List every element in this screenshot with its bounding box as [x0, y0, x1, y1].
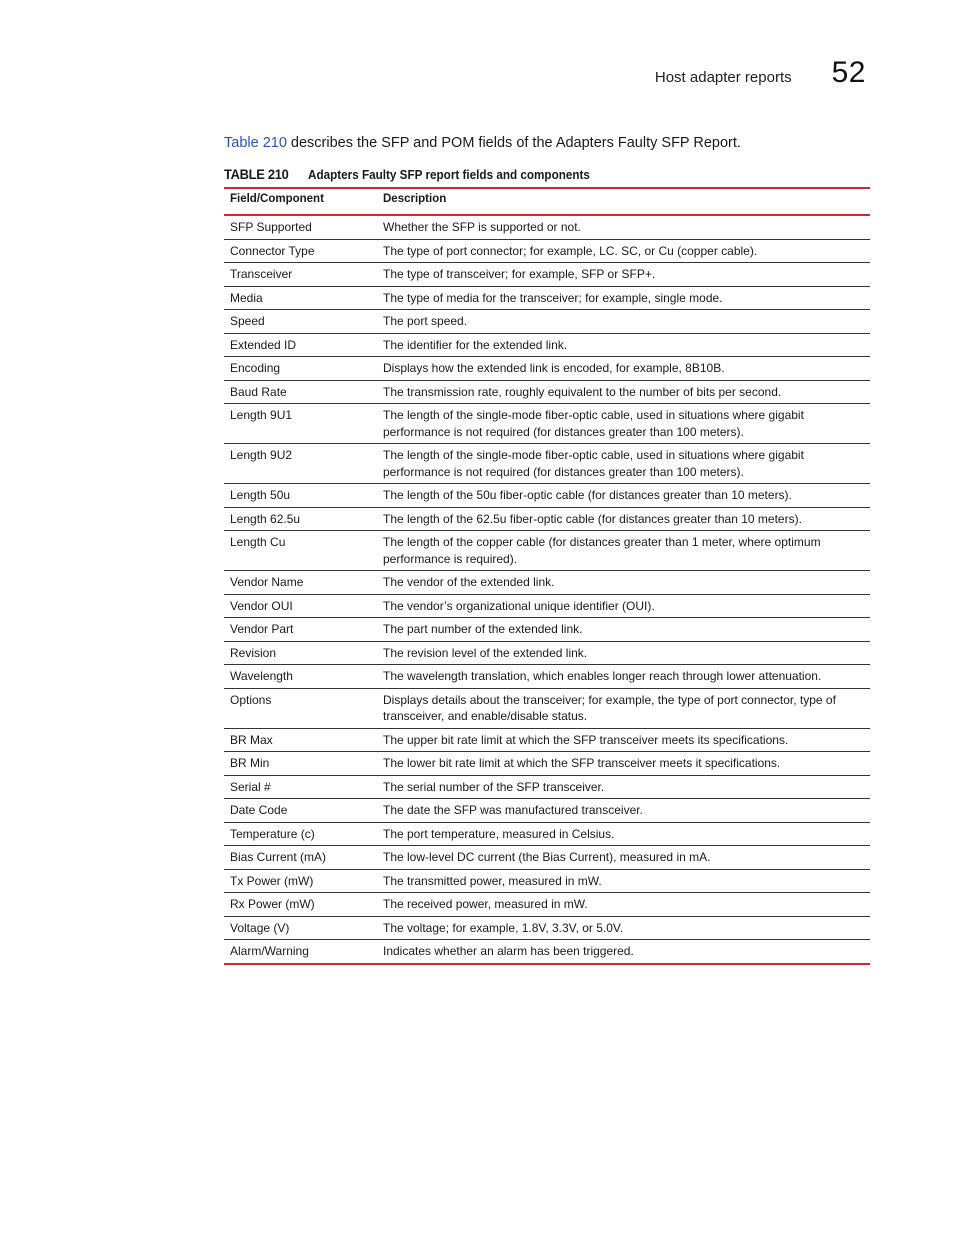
table-row — [224, 916, 870, 940]
description-cell: Displays details about the transceiver; for example, the type of port connector, type of transceiver, and enable/disable status. — [377, 688, 870, 728]
description-cell: The serial number of the SFP transceiver. — [377, 775, 870, 799]
table-row — [224, 799, 870, 823]
field-name-cell: Vendor Part — [224, 618, 377, 642]
description-cell: The type of media for the transceiver; for example, single mode. — [377, 286, 870, 310]
table-row — [224, 380, 870, 404]
description-cell: The upper bit rate limit at which the SFP transceiver meets its specifications. — [377, 728, 870, 752]
description-cell: Displays how the extended link is encoded, for example, 8B10B. — [377, 357, 870, 381]
running-header — [655, 56, 866, 90]
field-name-cell: BR Min — [224, 752, 377, 776]
table-row — [224, 641, 870, 665]
table-row — [224, 940, 870, 964]
intro-paragraph — [224, 135, 741, 151]
table-header-row — [224, 188, 870, 215]
table-body — [224, 215, 870, 964]
table-row — [224, 869, 870, 893]
description-cell: The type of port connector; for example, LC. SC, or Cu (copper cable). — [377, 239, 870, 263]
field-name-cell: BR Max — [224, 728, 377, 752]
field-name-cell: Vendor OUI — [224, 594, 377, 618]
table-row — [224, 846, 870, 870]
field-name-cell: Options — [224, 688, 377, 728]
description-cell: The port temperature, measured in Celsius. — [377, 822, 870, 846]
table-row — [224, 444, 870, 484]
description-cell: The lower bit rate limit at which the SFP transceiver meets it specifications. — [377, 752, 870, 776]
table-row — [224, 239, 870, 263]
intro-text: describes the SFP and POM fields of the Adapters Faulty SFP Report. — [286, 135, 741, 151]
table-reference-link[interactable]: Table 210 — [224, 135, 287, 151]
field-name-cell: Length 9U1 — [224, 404, 377, 444]
description-cell: The received power, measured in mW. — [377, 893, 870, 917]
field-name-cell: Length 62.5u — [224, 507, 377, 531]
description-cell: The length of the 50u fiber-optic cable (for distances greater than 10 meters). — [377, 484, 870, 508]
description-cell: The part number of the extended link. — [377, 618, 870, 642]
field-name-cell: Transceiver — [224, 263, 377, 287]
field-name-cell: Baud Rate — [224, 380, 377, 404]
field-name-cell: Voltage (V) — [224, 916, 377, 940]
description-cell: The length of the 62.5u fiber-optic cable (for distances greater than 10 meters). — [377, 507, 870, 531]
table-caption — [224, 166, 621, 182]
description-cell: Indicates whether an alarm has been triggered. — [383, 944, 634, 958]
chapter-number: 52 — [831, 56, 866, 89]
description-cell: The vendor of the extended link. — [377, 571, 870, 595]
table-row — [224, 531, 870, 571]
table-row — [224, 263, 870, 287]
table-number: TABLE 210 — [224, 166, 289, 182]
table-row — [224, 357, 870, 381]
description-cell: The port speed. — [377, 310, 870, 334]
field-name-cell: Length Cu — [224, 531, 377, 571]
field-name-cell: Connector Type — [224, 239, 377, 263]
sfp-fields-table — [224, 187, 870, 965]
description-cell: The type of transceiver; for example, SFP or SFP+. — [377, 263, 870, 287]
description-cell: The length of the single-mode fiber-optic cable, used in situations where gigabit performance is not required (for distances greater than 100 meters). — [377, 444, 870, 484]
table-row — [224, 822, 870, 846]
field-name-cell: Extended ID — [224, 333, 377, 357]
table-title: Adapters Faulty SFP report fields and components — [308, 167, 590, 182]
table-row — [224, 594, 870, 618]
description-cell: The transmitted power, measured in mW. — [377, 869, 870, 893]
field-name-cell: Vendor Name — [224, 571, 377, 595]
table-row — [224, 215, 870, 239]
description-cell: The date the SFP was manufactured transceiver. — [377, 799, 870, 823]
table-row — [224, 333, 870, 357]
section-title: Host adapter reports — [654, 69, 792, 86]
field-name-cell: SFP Supported — [224, 215, 377, 239]
description-cell: The length of the single-mode fiber-optic cable, used in situations where gigabit performance is not required (for distances greater than 100 meters). — [377, 404, 870, 444]
field-name-cell: Temperature (c) — [224, 822, 377, 846]
description-cell: The low-level DC current (the Bias Current), measured in mA. — [377, 846, 870, 870]
field-name-cell: Media — [224, 286, 377, 310]
field-name-cell: Encoding — [224, 357, 377, 381]
field-name-cell: Bias Current (mA) — [224, 846, 377, 870]
table-row — [224, 571, 870, 595]
field-name-cell: Alarm/Warning — [230, 944, 309, 958]
column-header-field: Field/Component — [224, 188, 377, 215]
table-row — [224, 618, 870, 642]
field-name-cell: Serial # — [224, 775, 377, 799]
table-row — [224, 665, 870, 689]
field-name-cell: Date Code — [224, 799, 377, 823]
table-row — [224, 893, 870, 917]
description-cell: The revision level of the extended link. — [377, 641, 870, 665]
field-name-cell: Revision — [224, 641, 377, 665]
field-name-cell: Wavelength — [224, 665, 377, 689]
column-header-description: Description — [377, 188, 870, 215]
table-row — [224, 286, 870, 310]
description-cell: The vendor’s organizational unique identifier (OUI). — [377, 594, 870, 618]
field-name-cell: Length 50u — [224, 484, 377, 508]
description-cell: The wavelength translation, which enables longer reach through lower attenuation. — [377, 665, 870, 689]
table-row — [224, 728, 870, 752]
description-cell: The voltage; for example, 1.8V, 3.3V, or 5.0V. — [377, 916, 870, 940]
table-row — [224, 775, 870, 799]
field-name-cell: Speed — [224, 310, 377, 334]
table-row — [224, 688, 870, 728]
field-name-cell: Tx Power (mW) — [224, 869, 377, 893]
field-name-cell: Length 9U2 — [224, 444, 377, 484]
table-row — [224, 404, 870, 444]
field-name-cell: Rx Power (mW) — [224, 893, 377, 917]
description-cell: The identifier for the extended link. — [377, 333, 870, 357]
table-row — [224, 507, 870, 531]
description-cell: The length of the copper cable (for distances greater than 1 meter, where optimum performance is required). — [377, 531, 870, 571]
table-row — [224, 310, 870, 334]
description-cell: The transmission rate, roughly equivalent to the number of bits per second. — [377, 380, 870, 404]
description-cell: Whether the SFP is supported or not. — [377, 215, 870, 239]
table-row — [224, 484, 870, 508]
table-row — [224, 752, 870, 776]
